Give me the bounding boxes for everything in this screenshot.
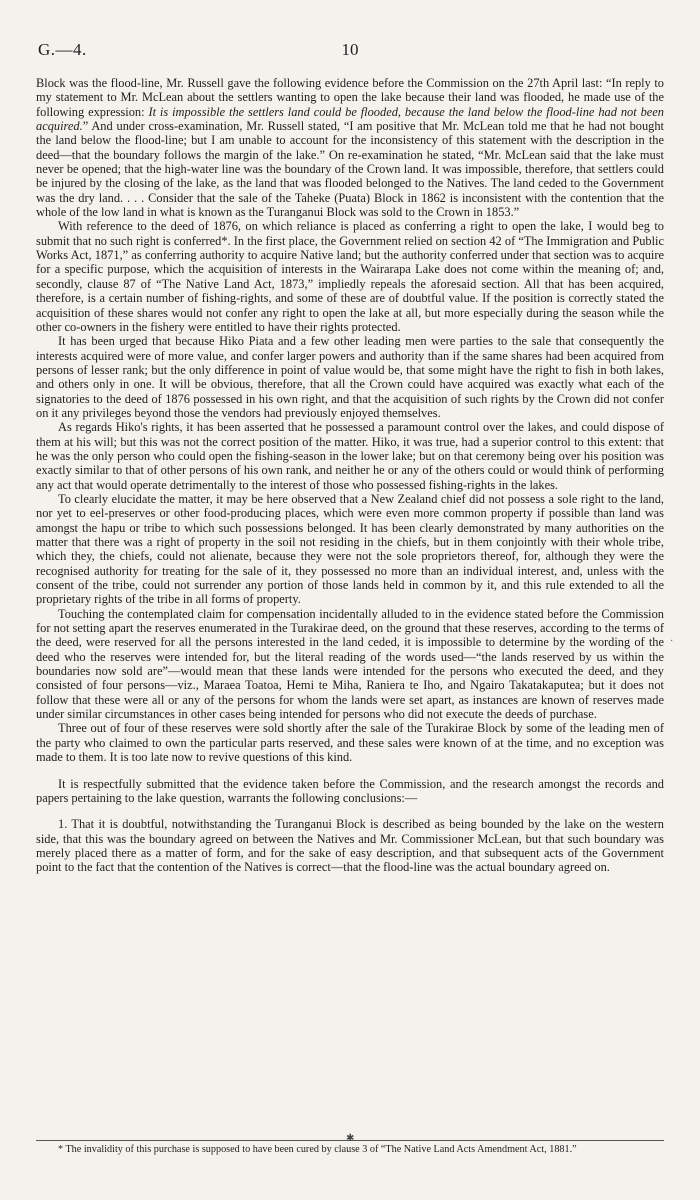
paragraph: It has been urged that because Hiko Piata and a few other leading men were parties to the sale that consequently the interests acquired were of more value, and confer larger powers and authority than if the same shares had been acquired from persons of lesser rank; but the only difference in point of value would be, that some might have the right to fish in both lakes, and others only in one. It will be obvious, therefore, that all the Crown could have acquired was exactly what each of the signatories to the deed of 1876 possessed in his own right, and that the acquisition of such rights by the Crown did not confer on it any privileges beyond those the vendors had previously enjoyed themselves.	[36, 334, 664, 420]
page-number: 10	[341, 40, 359, 59]
page-header	[38, 40, 662, 62]
paragraph: With reference to the deed of 1876, on which reliance is placed as conferring a right to open the lake, I would beg to submit that no such right is conferred*. In the first place, the Government relied on section 42 of “The Immigration and Public Works Act, 1871,” as conferring authority to acquire Native land; but the authority conferred under that section was to acquire for a specific purpose, which the acquisition of interests in the Wairarapa Lake does not come within the meaning of; and, secondly, clause 87 of “The Native Land Act, 1873,” impliedly repeals the aforesaid section. All that has been acquired, therefore, is a certain number of fishing-rights, and some of these are of doubtful value. If the position is correctly stated the acquisition of these shares would not confer any right to open the lake at all, but more especially during the season while the other co-owners in the fishery were entitled to have their rights protected.	[36, 219, 664, 334]
conclusion-item: 1. That it is doubtful, notwithstanding the Turanganui Block is described as being bounded by the lake on the western side, that this was the boundary agreed on between the Natives and Mr. Commissioner McLean, but that such boundary was merely placed there as a matter of form, and for the sake of easy description, and that subsequent acts of the Government point to the fact that the contention of the Natives is correct—that the flood-line was the actual boundary agreed on.	[36, 817, 664, 875]
paragraph: Three out of four of these reserves were sold shortly after the sale of the Turakirae Block by some of the leading men of the party who claimed to own the particular parts reserved, and these sales were known of at the time, and no exception was made to them. It is too late now to revive questions of this kind.	[36, 721, 664, 765]
paragraph-text: ” And under cross-examination, Mr. Russell stated, “I am positive that Mr. McLean told me that he had not bought the land below the flood-line; but I am unable to account for the inconsistency of this statement with the description in the deed—that the boundary follows the margin of the lake.” On re-examination he stated, “Mr. McLean said that the lake must never be opened; that the high-water line was the boundary of the Crown land. It was impossible, therefore, that settlers could be injured by the closing of the lake, as the land that was flooded belonged to the Natives. The land ceded to the Government was the dry land. . . . Consider that the sale of the Taheke (Puata) Block in 1862 is inconsistent with the contention that the whole of the low land in what is known as the Turanganui Block was sold to the Crown in 1853.”	[36, 119, 664, 220]
body-text	[36, 76, 664, 875]
stray-mark: ·	[670, 636, 674, 647]
footnote	[36, 1144, 664, 1156]
paragraph-text: Block was the flood-line, Mr. Russell gave the following evidence before the Commission on the 27th April last: “In reply to my statement to Mr. McLean about the settlers wanting to open the lake because their land was flooded, he made use of the following expression:	[36, 76, 664, 119]
italic-quote: It is impossible the settlers land could be flooded, because the land below the flood-line had not been acquired.	[36, 104, 664, 134]
paragraph: To clearly elucidate the matter, it may be here observed that a New Zealand chief did not possess a sole right to the land, nor yet to eel-preserves or other food-producing places, which were even more common property if possible than land was amongst the hapu or tribe to which such possessions belonged. It has been clearly demonstrated by many authorities on the matter that there was a right of property in the soil not residing in the chiefs, but in them conjointly with their whole tribe, which they, the chiefs, could not alienate, because they were not the sole proprietors thereof, for, although they were the recognised authority for treating for the sale of it, they possessed no more than an individual interest, and, unless with the consent of the tribe, could not surrender any portion of those lands held in common by it, and this rule extended to all the proprietary rights of the tribe in all forms of property.	[36, 491, 664, 607]
paragraph-conclusions-intro: It is respectfully submitted that the evidence taken before the Commission, and the research amongst the records and papers pertaining to the lake question, warrants the following conclusions:—	[36, 776, 664, 805]
document-code: G.—4.	[38, 40, 87, 59]
footnote-text: * The invalidity of this purchase is supposed to have been cured by clause 3 of “The Native Land Acts Amendment Act, 1881.”	[58, 1144, 577, 1155]
paragraph: Touching the contemplated claim for compensation incidentally alluded to in the evidence stated before the Commission for not setting apart the reserves enumerated in the Turakirae deed, on the ground that these reserves, according to the terms of the deed, were reserved for all the persons interested in the land ceded, it is impossible to determine by the wording of the deed who the reserves were intended for, but the literal reading of the words used—“the lands reserved by us within the boundaries now sold are”—would mean that these lands were intended for the persons who executed the deed, and they consisted of four persons—viz., Maraea Toatoa, Hemi te Miha, Raniera te Iho, and Ngairo Takatakaputea; but it does not follow that these were all or any of the persons for whom the lands were set apart, as instances are known of reserves made under similar circumstances in other cases being intended for persons who did not execute the deeds of purchase.	[36, 606, 664, 722]
divider-mark: ✱	[346, 1133, 355, 1144]
paragraph: As regards Hiko's rights, it has been asserted that he possessed a paramount control over the lakes, and could dispose of them at his will; but this was not the correct position of the matter. Hiko, it was true, had a superior control to this extent: that he was the only person who could open the fishing-season in the lower lake; but on that ceremony being over his position was exactly similar to that of other persons of his own rank, and neither he or any of the others could or would think of performing any act that would operate detrimentally to the interest of those who possessed fishing-rights in the lakes.	[36, 420, 664, 492]
paragraph-continued	[36, 76, 664, 219]
